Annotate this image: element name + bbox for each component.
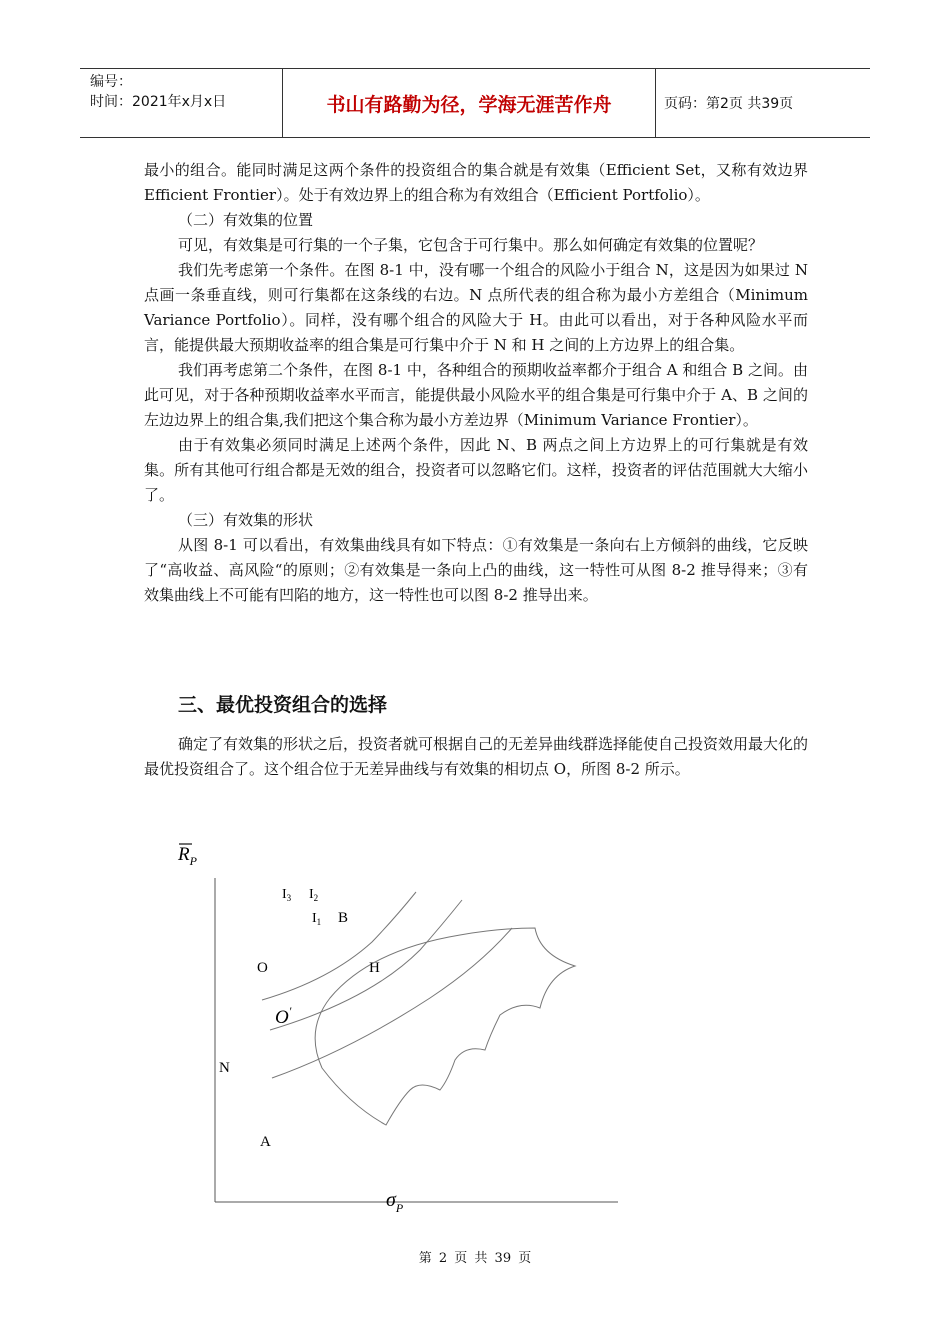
- subheading-position: （二）有效集的位置: [178, 211, 314, 229]
- label-i1: $I_1$: [312, 911, 322, 927]
- label-h: H: [369, 960, 380, 976]
- label-i3: $I_3$: [282, 887, 292, 903]
- paragraph: 确定了有效集的形状之后，投资者就可根据自己的无差异曲线群选择能使自己投资效用最大化的最优投资组合了。这个组合位于无差异曲线与有效集的相切点 O，所图 8-2 所示。: [144, 735, 809, 778]
- date-label: 时间：2021年x月x日: [90, 94, 227, 110]
- label-o: O: [257, 960, 268, 976]
- feasible-set: [315, 928, 575, 1125]
- y-axis-label: $R_P$: [178, 844, 197, 868]
- x-axis-label: $\sigma_P$: [386, 1189, 404, 1215]
- label-i2: $I_2$: [309, 887, 319, 903]
- indifference-curve-i1: [272, 928, 512, 1078]
- label-o-prime: O′: [275, 1004, 292, 1028]
- label-a: A: [260, 1134, 271, 1150]
- page-footer: 第 2 页 共 39 页: [418, 1251, 532, 1266]
- paragraph: 由于有效集必须同时满足上述两个条件，因此 N、B 两点之间上方边界上的可行集就是有效集。所有其他可行组合都是无效的组合，投资者可以忽略它们。这样，投资者的评估范围就大大缩小了。: [144, 436, 808, 504]
- label-n: N: [219, 1060, 230, 1076]
- paragraph: 可见，有效集是可行集的一个子集，它包含于可行集中。那么如何确定有效集的位置呢？: [178, 236, 764, 254]
- header-motto: 书山有路勤为径，学海无涯苦作舟: [283, 69, 656, 137]
- paragraph: 我们再考虑第二个条件，在图 8-1 中，各种组合的预期收益率都介于组合 A 和组合 B 之间。由此可见，对于各种预期收益率水平而言，能提供最小风险水平的组合集是可行集中介于 A、B 之间的左边边界上的组合集,我们把这个集合称为最小方差边界（Minimum Variance Frontier）。: [144, 361, 808, 429]
- number-label: 编号：: [90, 74, 132, 90]
- indifference-curve-i2: [270, 900, 462, 1030]
- indifference-curve-i3: [262, 892, 416, 1000]
- label-b: B: [338, 910, 349, 926]
- subheading-shape: （三）有效集的形状: [178, 511, 314, 529]
- paragraph: 从图 8-1 可以看出，有效集曲线具有如下特点：①有效集是一条向右上方倾斜的曲线，它反映了“高收益、高风险“的原则；②有效集是一条向上凸的曲线，这一特性可从图 8-2 推导得来；③有效集曲线上不可能有凹陷的地方，这一特性也可以图 8-2 推导出来。: [144, 536, 808, 604]
- paragraph: 我们先考虑第一个条件。在图 8-1 中，没有哪一个组合的风险小于组合 N，这是因为如果过 N 点画一条垂直线，则可行集都在这条线的右边。N 点所代表的组合称为最小方差组合（Minimum Variance Portfolio）。同样，没有哪个组合的风险大于 H。由此可以看出，对于各种风险水平而言，能提供最大预期收益率的组合集是可行集中介于 N 和 H 之间的上方边界上的组合集。: [144, 261, 808, 354]
- header-page-info: 页码：第2页 共39页: [664, 96, 794, 112]
- section-heading: 三、最优投资组合的选择: [178, 694, 388, 716]
- paragraph: 最小的组合。能同时满足这两个条件的投资组合的集合就是有效集（Efficient Set，又称有效边界 Efficient Frontier）。处于有效边界上的组合称为有效组合（Efficient Portfolio）。: [144, 161, 808, 204]
